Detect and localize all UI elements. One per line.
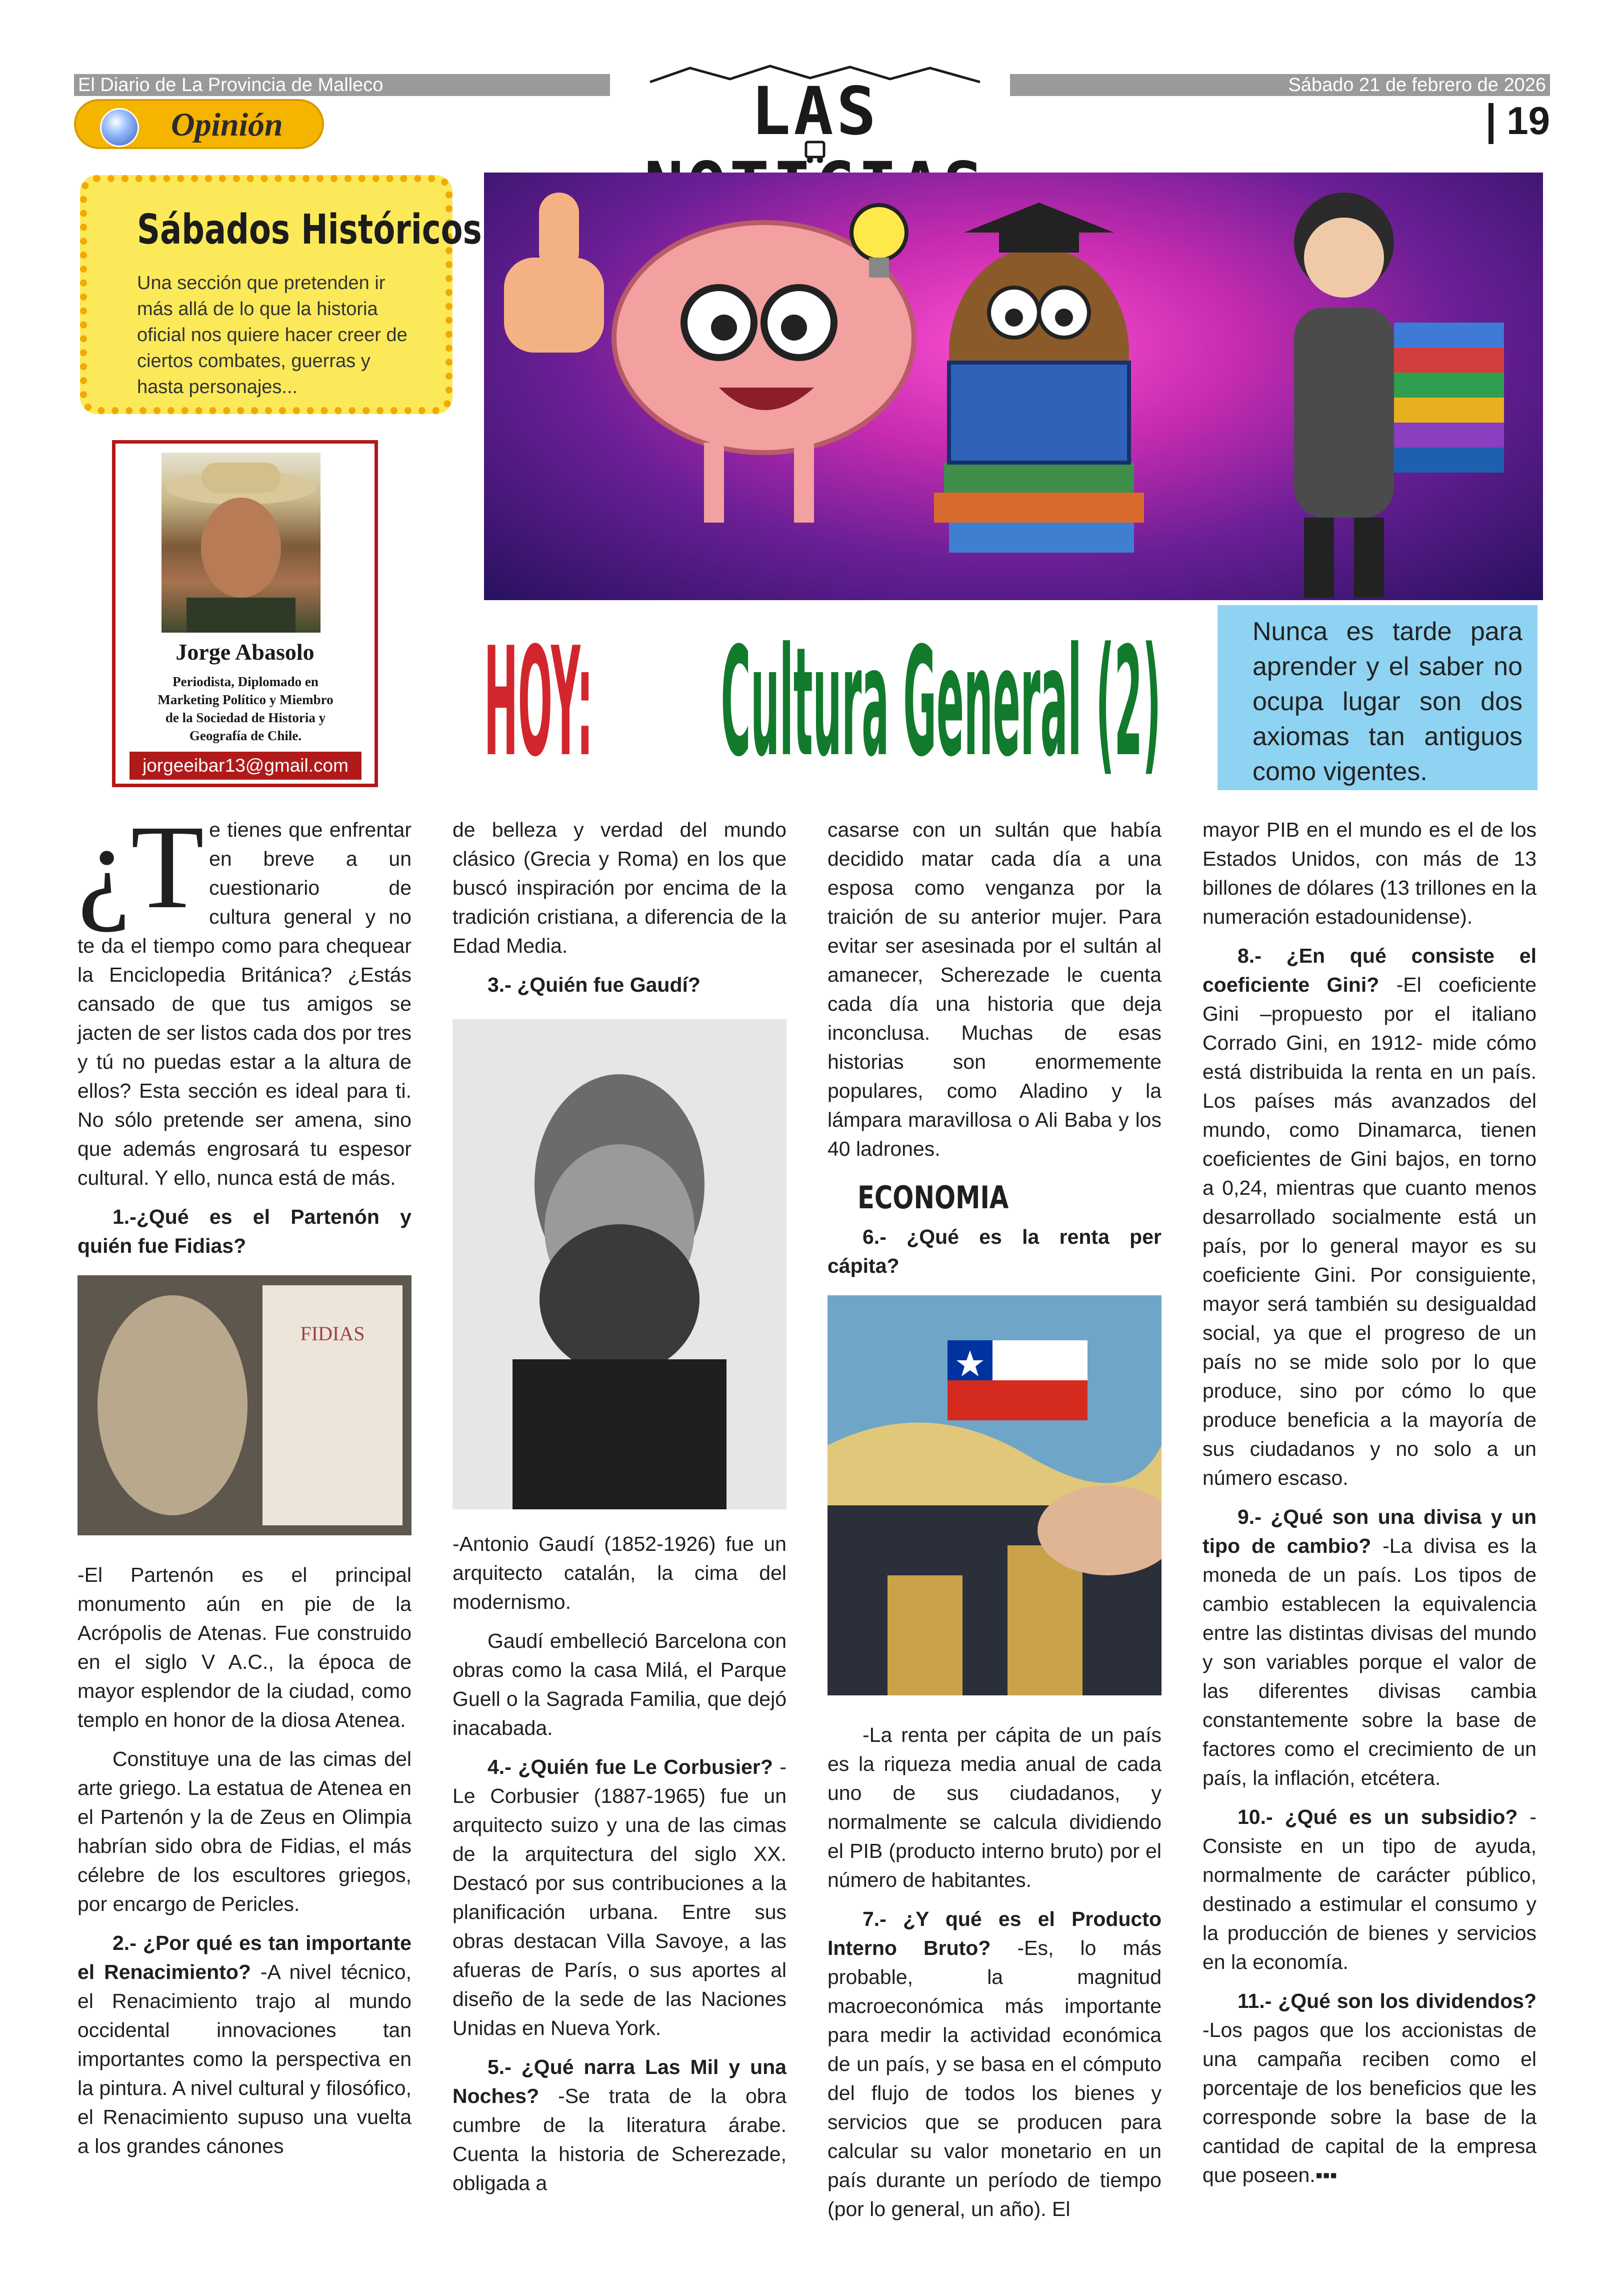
- thumbs-up-icon: [504, 193, 604, 353]
- author-email[interactable]: jorgeeibar13@gmail.com: [130, 752, 362, 780]
- answer-7: 7.- ¿Y qué es el Producto Interno Bruto? -Es, lo más probable, la magnitud macroeconómica más importante para medir la actividad económica de un país, y se basa en el cómputo del flujo de todos los bienes y servicios que se producen para calcular su valor monetario en un país durante un período de tiempo (por lo general, un año). El: [828, 1907, 1162, 2220]
- headline-prefix: HOY:: [484, 615, 594, 790]
- author-card: [112, 440, 378, 787]
- author-photo: [162, 453, 320, 633]
- pull-quote: [1218, 605, 1538, 790]
- answer-1: -El Partenón es el principal monumento aún en pie de la Acrópolis de Atenas. Fue construido en el siglo V A.C., la época de mayor esplendor de la ciudad, como templo en honor de la diosa Atenea.: [78, 1563, 412, 1731]
- answer-1b: Constituye una de las cimas del arte griego. La estatua de Atenea en el Partenón y la de Zeus en Olimpia habrían sido obra de Fidias, el más célebre de los escultores griegos, por encargo de Pericles.: [78, 1747, 412, 1915]
- answer-8: 8.- ¿En qué consiste el coeficiente Gini? -El coeficiente Gini –propuesto por el italiano Corrado Gini, en 1912- mide cómo está distribuida la renta en un país. Los países más avanzados del mundo, como Dinamarca, tienen coeficientes de Gini bajos, en torno a 0,24, mientras que cuanto menos desarrollado socialmente está un país, por lo general mayor es su coeficiente Gini. Por consiguiente, mayor será también su desigualdad social, ya que el progreso de un país no se mide solo por lo que produce, sino por cómo lo que produce beneficia a la mayoría de sus ciudadanos y no solo a un número escaso.: [1202, 944, 1537, 1489]
- author-name: Jorge Abasolo: [176, 639, 314, 665]
- date-bar: [1010, 74, 1550, 96]
- section-intro-box: [80, 175, 482, 414]
- hero-illustration-art: [484, 173, 1543, 600]
- drop-cap: ¿T: [78, 800, 204, 933]
- answer-10: 10.- ¿Qué es un subsidio? -Consiste en un tipo de ayuda, normalmente de carácter público, destinado a estimular el consumo y la producción de bienes y servicios en la economía.: [1202, 1805, 1536, 1973]
- article-column-4: [1202, 815, 1536, 2199]
- answer-4: 4.- ¿Quién fue Le Corbusier? -Le Corbusier (1887-1965) fue un arquitecto suizo y una de las cimas de la arquitectura del siglo XX. Destacó por sus contribuciones a la planificación urbana. Entre sus obras destacan Villa Savoye, a las afueras de París, o sus aportes al diseño de la sede de las Naciones Unidas en Nueva York.: [452, 1755, 787, 2039]
- answer-7-continued: mayor PIB en el mundo es el de los Estados Unidos, con más de 13 billones de dólares (13 trillones en la numeración estadounidense).: [1202, 818, 1536, 928]
- end-mark: ▪▪▪: [1315, 2163, 1338, 2186]
- question-1: 1.-¿Qué es el Partenón y quién fue Fidias?: [78, 1205, 412, 1257]
- economy-section-heading: ECONOMIA: [858, 1179, 1009, 1216]
- author-portrait-icon: [162, 453, 320, 633]
- article-column-1: [78, 800, 412, 2170]
- answer-5: 5.- ¿Qué narra Las Mil y una Noches? -Se trata de la obra cumbre de la literatura árabe. Cuenta la historia de Scherezade, obligada a: [452, 2055, 786, 2194]
- article-lead: ¿T e tienes que enfrentar en breve a un cuestionario de cultura general y no te da el tiempo como para chequear la Enciclopedia Británica? ¿Estás cansado de que tus amigos se jacten de ser listos cada dos por tres y tú no puedas estar a la altura de ellos? Esta sección es ideal para ti. No sólo pretende ser amena, sino que además engrosará tu espesor cultural. Y ello, nunca está de más.: [78, 800, 412, 1189]
- hero-illustration: [484, 173, 1543, 600]
- answer-9: 9.- ¿Qué son una divisa y un tipo de cambio? -La divisa es la moneda de un país. Los tipos de cambio establecen la equivalencia entre las distintas divisas del mundo y son variables porque el valor de las diferentes divisas cambia constantemente sobre la base de factores como el crecimiento de un país, la inflación, etcétera.: [1202, 1505, 1536, 1789]
- chile-economy-photo: [828, 1295, 1162, 1695]
- masthead-title: LAS: [750, 73, 880, 150]
- train-icon: [800, 139, 830, 164]
- section-intro-text: Una sección que pretenden ir más allá de lo que la historia oficial nos quiere hacer creer de ciertos combates, guerras y hasta personajes...: [137, 273, 408, 398]
- question-6: 6.- ¿Qué es la renta per cápita?: [828, 1225, 1162, 1277]
- page-number-divider: [1488, 103, 1494, 144]
- answer-3: -Antonio Gaudí (1852-1926) fue un arquitecto catalán, la cima del modernismo.: [452, 1532, 786, 1613]
- fidias-book-photo: [78, 1275, 412, 1535]
- masthead: [620, 64, 1010, 164]
- svg-text:FIDIAS: FIDIAS: [300, 1322, 365, 1345]
- answer-11: 11.- ¿Qué son los dividendos? -Los pagos que los accionistas de una campaña reciben como el porcentaje de los beneficios que les corresponde sobre la base de la cantidad de capital de la empresa que poseen.▪▪▪: [1202, 1989, 1536, 2186]
- article-column-3: [828, 815, 1162, 2233]
- fidias-book-image: [78, 1275, 412, 1535]
- globe-icon: [100, 108, 139, 147]
- chile-flag-coins-image: [828, 1295, 1162, 1695]
- issue-date: Sábado 21 de febrero de 2026: [1288, 75, 1546, 96]
- article-column-2: [452, 815, 786, 2207]
- answer-5-continued: casarse con un sultán que había decidido matar cada día a una esposa como venganza por la traición de su anterior mujer. Para evitar ser asesinada por el sultán al amanecer, Scherezade le cuenta cada día una historia que deja inconclusa. Muchas de esas historias son enormemente populares, como Aladino y la lámpara maravillosa o Ali Baba y los 40 ladrones.: [828, 818, 1162, 1160]
- question-3: 3.- ¿Quién fue Gaudí?: [488, 973, 700, 996]
- section-badge: [74, 99, 324, 149]
- paper-name: El Diario de La Provincia de Malleco: [78, 75, 384, 96]
- gaudi-portrait-photo: [452, 1019, 786, 1509]
- pull-quote-text: Nunca es tarde para aprender y el saber no ocupa lugar son dos axiomas tan antiguos como vigentes.: [1252, 617, 1522, 786]
- page-number: 19: [1475, 98, 1550, 148]
- owl-reading-icon: [934, 203, 1144, 553]
- answer-2: 2.- ¿Por qué es tan importante el Renacimiento? -A nivel técnico, el Renacimiento trajo al mundo occidental innovaciones tan importantes como la perspectiva en la pintura. A nivel cultural y filosófico, el Renacimiento supuso una vuelta a los grandes cánones: [78, 1931, 412, 2157]
- headline-title: Cultura General (2): [720, 615, 1162, 790]
- section-intro-title: Sábados Históricos: [137, 206, 482, 254]
- answer-2-continued: de belleza y verdad del mundo clásico (Grecia y Roma) en los que buscó inspiración por encima de la tradición cristiana, a diferencia de la Edad Media.: [452, 818, 786, 957]
- paper-name-bar: [74, 74, 610, 96]
- author-bio: Periodista, Diplomado en Marketing Político y Miembro de la Sociedad de Historia y Geografía de Chile.: [158, 674, 334, 743]
- answer-3b: Gaudí embelleció Barcelona con obras como la casa Milá, el Parque Guell o la Sagrada Familia, que dejó inacabada.: [452, 1629, 786, 1739]
- headline: [484, 603, 1194, 803]
- section-label: Opinión: [171, 107, 283, 143]
- answer-6: -La renta per cápita de un país es la riqueza media anual de cada uno de sus ciudadanos, y normalmente se calcula dividiendo el PIB (producto interno bruto) por el número de habitantes.: [828, 1723, 1162, 1891]
- gaudi-portrait-image: [452, 1019, 786, 1509]
- teacher-with-books-icon: [1294, 193, 1504, 598]
